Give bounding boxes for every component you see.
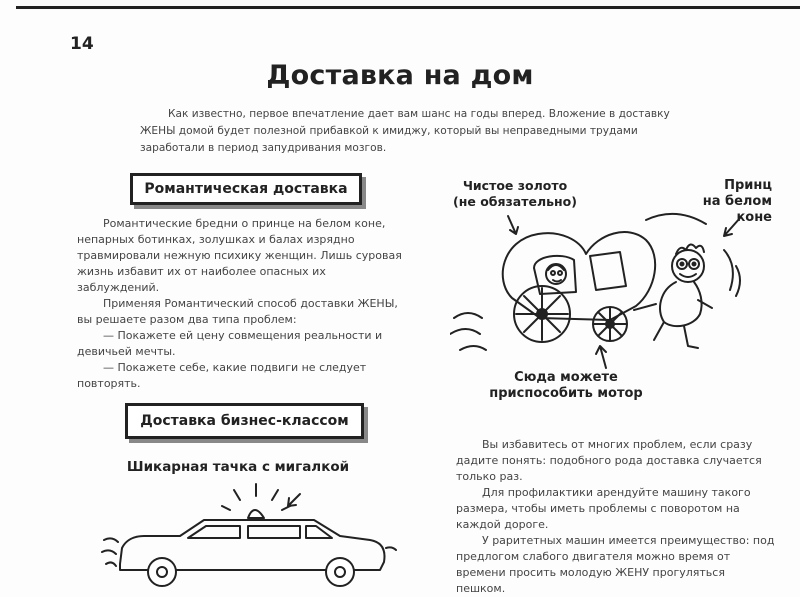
right-paragraph: Вы избавитесь от многих проблем, если сразу дадите понять: подобного рода доставка случается только раз. (456, 438, 762, 483)
carriage-illustration (450, 210, 780, 370)
label-prince-line: Принц (724, 178, 772, 193)
right-text-block (456, 437, 776, 597)
top-rule (16, 6, 800, 9)
limo-caption: Шикарная тачка с мигалкой (126, 459, 350, 475)
label-prince-line: на белом (702, 194, 772, 209)
romantic-paragraph: — Покажете ей цену совмещения реальности и девичьей мечты. (77, 329, 383, 358)
romantic-paragraph: Применяя Романтический способ доставки ЖЕНЫ, вы решаете разом два типа проблем: (77, 297, 398, 326)
label-prince-line: коне (736, 210, 772, 225)
limo-wheel-front (148, 558, 176, 586)
label-motor-line: приспособить мотор (489, 386, 643, 401)
romantic-paragraph: — Покажете себе, какие подвиги не следует повторять. (77, 361, 367, 390)
intro-paragraph (140, 106, 680, 157)
label-motor-line: Сюда можете (514, 370, 618, 385)
romantic-paragraph: Романтические бредни о принце на белом коне, непарных ботинках, золушках и балах изрядно травмировали нежную психику женщин. Лишь суровая жизнь избавит их от наиболее опасных их заблуждений. (77, 217, 402, 294)
section-heading-business: Доставка бизнес-классом (125, 403, 364, 439)
arrow-prince (724, 218, 740, 236)
label-motor (476, 370, 656, 402)
right-paragraph: У раритетных машин имеется преимущество: под предлогом слабого двигателя можно время от времени просить молодую ЖЕНУ прогуляться пешком. (456, 534, 775, 595)
label-pure-gold (440, 178, 590, 210)
label-pure-gold-line: Чистое золото (462, 178, 568, 193)
arrow-motor (596, 346, 606, 368)
arrow-gold (508, 216, 518, 234)
arrow-siren (288, 494, 300, 506)
label-pure-gold-line: (не обязательно) (453, 194, 577, 209)
motion-lines (450, 313, 486, 350)
page-number: 14 (70, 34, 94, 54)
siren-rays (222, 484, 290, 510)
limo-windows (188, 526, 332, 538)
intro-text: Как известно, первое впечатление дает вам шанс на годы вперед. Вложение в доставку ЖЕНЫ домой будет полезной прибавкой к имиджу, который вы неправедными трудами заработали в период запудривания мозгов. (140, 108, 670, 154)
limo-wheel-rear (326, 558, 354, 586)
page-title: Доставка на дом (266, 60, 534, 91)
carriage-door-window (590, 252, 626, 290)
carriage-body (503, 232, 655, 320)
limousine-illustration (100, 480, 400, 593)
right-paragraph: Для профилактики арендуйте машину такого размера, чтобы иметь проблемы с поворотом на каждой дороге. (456, 486, 751, 531)
limo-motion (102, 538, 396, 566)
siren-light (248, 510, 264, 518)
romantic-text-block (77, 216, 407, 392)
section-heading-romantic: Романтическая доставка (130, 173, 362, 205)
prince-body (660, 282, 702, 326)
swoosh-lines (646, 214, 740, 296)
